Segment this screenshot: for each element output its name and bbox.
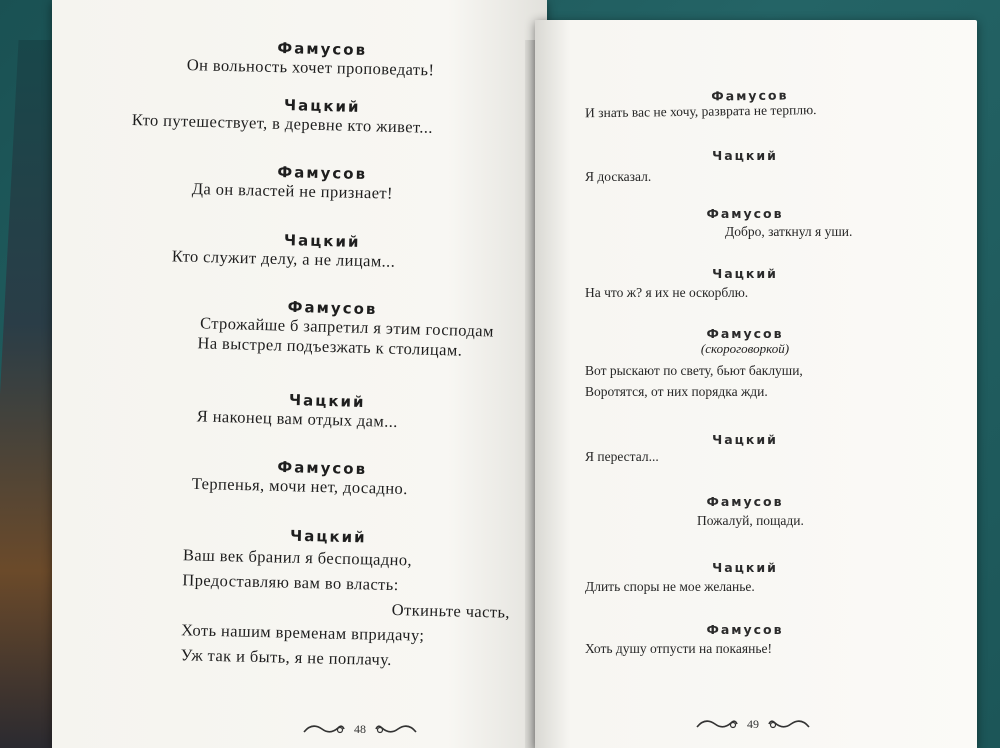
dialogue-block	[180, 524, 513, 674]
speaker-name: Чацкий	[283, 96, 361, 117]
dialogue-block	[585, 86, 915, 122]
speaker-name: Фамусов	[706, 206, 784, 221]
dialogue-line: И знать вас не хочу, разврата не терплю.	[585, 102, 817, 121]
stage-direction: (скороговоркой)	[700, 341, 790, 356]
dialogue-line: Я перестал...	[585, 449, 659, 464]
flourish-ornament-icon	[302, 720, 346, 738]
dialogue-line: Кто служит делу, а не лицам...	[171, 246, 396, 271]
dialogue-line: Пожалуй, пощади.	[697, 513, 804, 528]
dialogue-line: Хоть душу отпусти на покаянье!	[585, 641, 772, 656]
dialogue-line: Предоставляю вам во власть:	[182, 570, 399, 595]
page-number: 49	[747, 716, 759, 731]
page-number-footer	[302, 720, 418, 738]
dialogue-block	[585, 266, 905, 301]
speaker-name: Фамусов	[706, 326, 784, 341]
dialogue-block	[585, 622, 905, 657]
speaker-name: Чацкий	[712, 560, 778, 575]
speaker-name: Фамусов	[706, 622, 784, 637]
speaker-name: Чацкий	[288, 390, 366, 412]
dialogue-block	[171, 229, 443, 273]
flourish-ornament-icon	[767, 715, 811, 733]
dialogue-line: Терпенья, мочи нет, досадно.	[191, 473, 408, 499]
speaker-name: Чацкий	[712, 432, 778, 447]
dialogue-line: Ваш век бранил я беспощадно,	[182, 545, 413, 570]
dialogue-block	[197, 388, 458, 433]
dialogue-line: Я досказал.	[585, 169, 652, 184]
dialogue-block	[585, 326, 905, 402]
right-page	[535, 20, 977, 748]
dialogue-block	[191, 161, 443, 204]
dialogue-line: Хоть нашим временам впридачу;	[181, 620, 425, 645]
speaker-name: Чацкий	[712, 148, 778, 163]
speaker-name: Фамусов	[277, 162, 368, 184]
dialogue-line: Откиньте часть,	[391, 600, 511, 622]
dialogue-line: Добро, заткнул я уши.	[725, 224, 853, 239]
page-number-footer	[695, 715, 811, 733]
speaker-name: Фамусов	[711, 87, 789, 104]
speaker-name: Фамусов	[706, 494, 784, 509]
speaker-name: Чацкий	[289, 526, 367, 547]
dialogue-line: Длить споры не мое желанье.	[585, 579, 755, 594]
speaker-name: Чацкий	[712, 266, 778, 281]
dialogue-block	[131, 94, 443, 138]
dialogue-line: Строжайше б запретил я этим господам	[199, 313, 495, 341]
dialogue-line: На что ж? я их не оскорблю.	[585, 285, 749, 300]
dialogue-block	[585, 432, 905, 465]
dialogue-line: Уж так и быть, я не поплачу.	[180, 645, 392, 670]
dialogue-block	[192, 456, 453, 500]
dialogue-line: Вот рыскают по свету, бьют баклуши,	[585, 363, 803, 378]
speaker-name: Фамусов	[277, 457, 368, 479]
dialogue-line: На выстрел подъезжать к столицам.	[197, 333, 463, 360]
dialogue-line: Воротятся, от них порядка жди.	[585, 384, 768, 399]
left-page	[52, 0, 547, 748]
dialogue-line: Я наконец вам отдых дам...	[196, 406, 399, 431]
dialogue-line: Он вольность хочет проповедать!	[186, 55, 435, 80]
dialogue-block	[585, 494, 905, 529]
flourish-ornament-icon	[374, 720, 418, 738]
dialogue-block	[585, 148, 905, 185]
flourish-ornament-icon	[695, 715, 739, 733]
dialogue-block	[186, 37, 443, 80]
speaker-name: Фамусов	[287, 297, 378, 319]
dialogue-line: Кто путешествует, в деревне кто живет...	[131, 110, 434, 137]
dialogue-line: Да он властей не признает!	[191, 179, 394, 203]
page-number: 48	[354, 721, 366, 736]
dialogue-block	[197, 295, 495, 360]
dialogue-block	[585, 560, 905, 595]
speaker-name: Фамусов	[277, 39, 368, 59]
dialogue-block	[585, 206, 905, 240]
speaker-name: Чацкий	[283, 231, 361, 251]
